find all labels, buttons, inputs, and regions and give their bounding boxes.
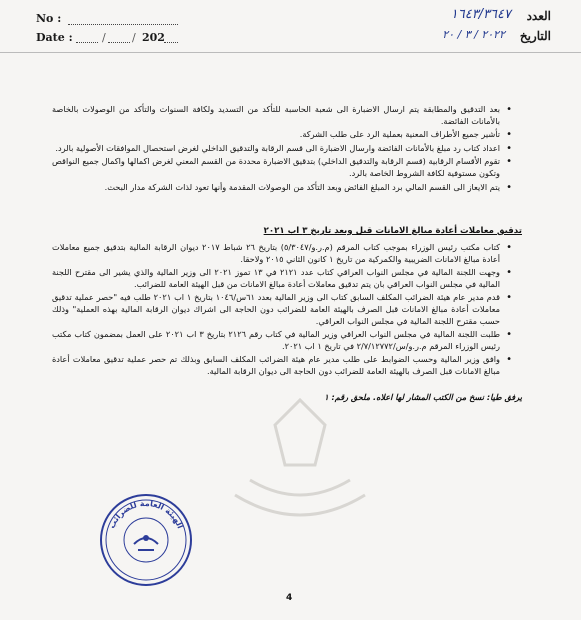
audit-history-bullet-list xyxy=(52,242,512,380)
official-stamp-icon xyxy=(98,492,194,588)
list-item: • وجهت اللجنة المالية في مجلس النواب العراقي كتاب عدد ٢١٢١ في ١٣ تموز ٢٠٢١ الى وزير المالية والذي يشير الى مقترح اللجنة المالية في مجلس النواب العراقي بان يتم تدقيق معاملات أعادة مبالغ الامانات من قبل الهيئة العامة للضرائب. xyxy=(52,267,512,290)
date-slash-2: / xyxy=(132,31,136,44)
list-item: • كتاب مكتب رئيس الوزراء بموجب كتاب المرقم (م.ر.و/٥/٣٠٤٧) بتاريخ ٢٦ شباط ٢٠١٧ ديوان الرقابة المالية بتدقيق جميع معاملات أعادة مبالغ الامانات الضريبية والكمركية من تاريخ ١ كانون الثاني ٢٠١٥ ولاحقا. xyxy=(52,242,512,265)
attachment-note: يرفق طيا: نسخ من الكتب المشار لها اعلاه. ملحق رقم: ١ xyxy=(324,392,522,402)
number-label-ar: العدد xyxy=(526,9,551,23)
list-item: • طلبت اللجنة المالية في مجلس النواب العراقي وزير المالية في كتاب رقم ٢١٢٦ بتاريخ ٣ اب ٢٠٢١ على العمل بمضمون كتاب مكتب رئيس الوزراء المرقم م.ر.و/س/٢/٧/١٢٧٧٢ في تاريخ ١ اب ٢٠٢١. xyxy=(52,329,512,352)
date-label-ar: التاريخ xyxy=(519,29,551,43)
date-slash-1: / xyxy=(102,31,106,44)
date-year-prefix: 202 xyxy=(142,31,165,44)
header-divider xyxy=(0,52,581,53)
handwritten-number: ١٦٤٣/٣٦٤٧ xyxy=(450,7,511,22)
no-label: No : xyxy=(36,12,62,25)
watermark-emblem-icon xyxy=(215,385,385,535)
list-item: • يتم الايعاز الى القسم المالي برد المبلغ الفائض وبعد التأكد من الوصولات المقدمة وأنها تعود لذات الشركة مدار البحث. xyxy=(52,182,512,194)
list-item: • قدم مدير عام هيئة الضرائب المكلف السابق كتاب الى وزير المالية بعدد ٦١س/١٠٤٦ بتاريخ ١ اب ٢٠٢١ طلب فيه "حصر عملية تدقيق معاملات أعادة مبالغ الامانات قبل الصرف بالهيئة العامة للضرائب دون الحاجة الى اشراك ديوان الرقابة المالية بهذه العملية" وذلك حسب مقترح اللجنة المالية في مجلس النواب العراقي. xyxy=(52,292,512,327)
list-item: • تأشير جميع الأطراف المعنية بعملية الرد على طلب الشركة. xyxy=(52,129,512,141)
date-month-dots xyxy=(108,42,130,43)
section-title: تدقيق معاملات أعادة مبالغ الامانات قبل وبعد تاريخ ٣ اب ٢٠٢١ xyxy=(263,226,522,236)
date-day-dots xyxy=(76,42,98,43)
date-label: Date : xyxy=(36,31,73,44)
list-item: • تقوم الأقسام الرقابية (قسم الرقابة والتدقيق الداخلي) بتدقيق الاضبارة محددة من القسم المعني لغرض اكمالها واكمال جميع النواقص وتكون مستوفية لكافة الشروط الخاصة بالرد. xyxy=(52,156,512,179)
list-item: • بعد التدقيق والمطابقة يتم ارسال الاضبارة الى شعبة الحاسبة للتأكد من التسديد ولكافة السنوات والتأكد من الوصولات بالخاصة بالأمانات الفائضة. xyxy=(52,104,512,127)
no-dotted-line xyxy=(68,24,178,25)
stamp-text: الهيئة العامة للضرائب xyxy=(107,498,185,530)
handwritten-date: ٢٠٢٢ / ٣ / ٢٠ xyxy=(442,28,505,41)
date-year-dots xyxy=(164,42,178,43)
list-item: • اعداد كتاب رد مبلغ بالأمانات الفائضة وارسال الاضبارة الى قسم الرقابة والتدقيق الداخلي لغرض استحصال الموافقات الأصولية بالرد. xyxy=(52,143,512,155)
procedure-bullet-list xyxy=(52,104,512,195)
page-number: 4 xyxy=(286,593,293,603)
list-item: • وافق وزير المالية وحسب الضوابط على طلب مدير عام هيئة الضرائب المكلف السابق وبذلك تم حصر عملية تدقيق معاملات أعادة مبالغ الامانات قبل الصرف بالهيئة العامة للضرائب دون الحاجة الى ديوان الرقابة المالية. xyxy=(52,354,512,377)
